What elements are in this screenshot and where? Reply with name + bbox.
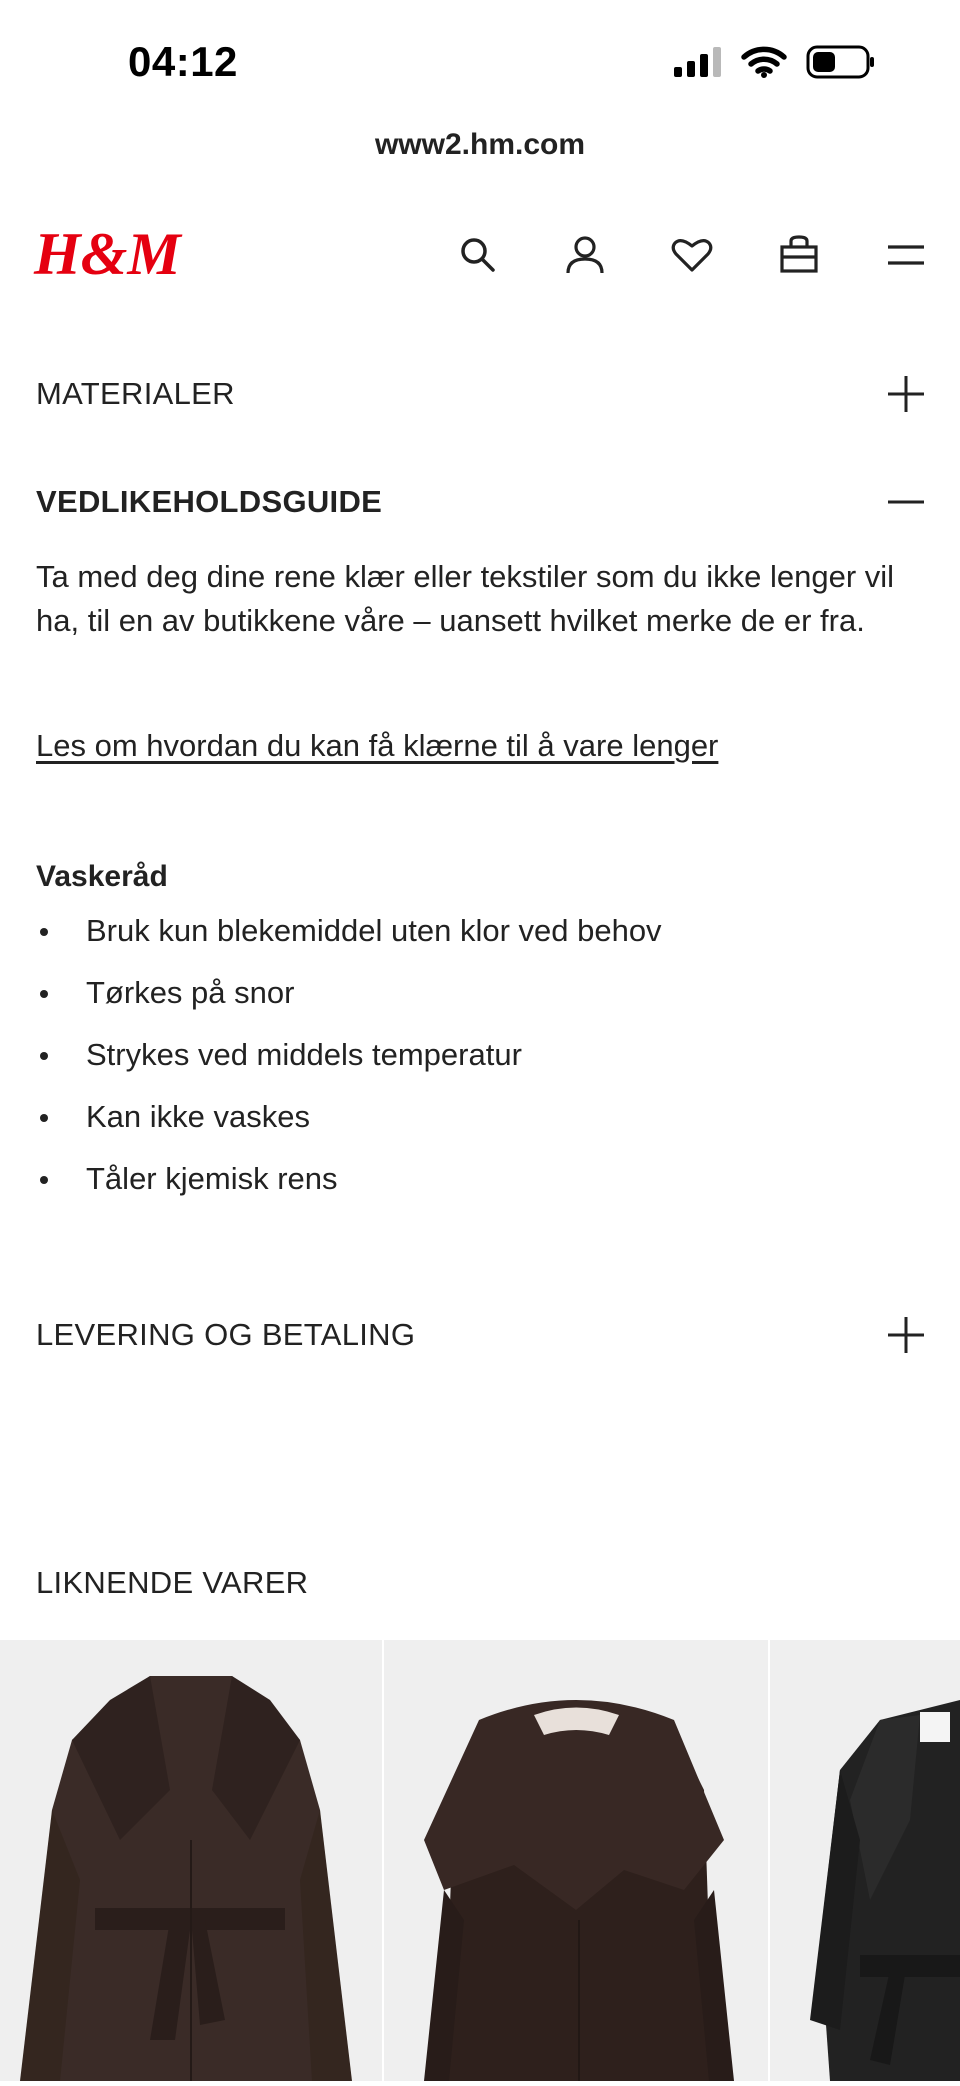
battery-icon: [806, 45, 876, 84]
accordion-materials[interactable]: [36, 364, 926, 424]
similar-products-carousel[interactable]: [0, 1640, 960, 2081]
hm-logo[interactable]: [34, 218, 181, 293]
wash-advice-heading: Vaskeråd: [36, 860, 168, 893]
signal-icon: [674, 47, 722, 82]
bullet-icon: [40, 928, 48, 936]
wash-advice-item: [36, 1024, 926, 1086]
accordion-delivery[interactable]: [36, 1305, 926, 1365]
accordion-care-guide-title: VEDLIKEHOLDSGUIDE: [36, 484, 383, 519]
status-bar: [0, 0, 960, 161]
wash-advice-item: [36, 1086, 926, 1148]
accordion-care-guide[interactable]: [36, 472, 926, 532]
bag-icon[interactable]: [774, 230, 824, 280]
plus-icon[interactable]: [886, 374, 926, 414]
wash-advice-item-text: Bruk kun blekemiddel uten klor ved behov: [86, 913, 662, 948]
product-card[interactable]: [384, 1640, 768, 2081]
minus-icon[interactable]: [886, 482, 926, 522]
search-icon[interactable]: [453, 230, 503, 280]
status-time: 04:12: [128, 38, 238, 85]
wash-advice-item-text: Kan ikke vaskes: [86, 1099, 310, 1134]
accordion-materials-title: MATERIALER: [36, 376, 235, 411]
wash-advice-list: [36, 900, 926, 1210]
bullet-icon: [40, 990, 48, 998]
logo-text: H&M: [34, 221, 181, 287]
care-guide-text: Ta med deg dine rene klær eller tekstiler som du ikke lenger vil ha, til en av butikkene våre – uansett hvilket merke de er fra.: [36, 559, 895, 638]
product-image-2: [384, 1640, 768, 2081]
bullet-icon: [40, 1052, 48, 1060]
wash-advice-item: [36, 900, 926, 962]
wash-advice-item: [36, 1148, 926, 1210]
bullet-icon: [40, 1114, 48, 1122]
wash-advice-item-text: Strykes ved middels temperatur: [86, 1037, 522, 1072]
heart-icon[interactable]: [667, 230, 717, 280]
product-card[interactable]: [770, 1640, 960, 2081]
wash-advice-item: [36, 962, 926, 1024]
bullet-icon: [40, 1176, 48, 1184]
product-image-1: [0, 1640, 382, 2081]
status-icons: [674, 44, 876, 84]
menu-icon[interactable]: [881, 230, 931, 280]
product-image-3: [770, 1640, 960, 2081]
plus-icon[interactable]: [886, 1315, 926, 1355]
url-bar[interactable]: www2.hm.com: [374, 128, 586, 161]
accordion-delivery-title: LEVERING OG BETALING: [36, 1317, 416, 1352]
account-icon[interactable]: [560, 230, 610, 280]
wash-advice-item-text: Tåler kjemisk rens: [86, 1161, 338, 1196]
similar-products-title: LIKNENDE VARER: [36, 1565, 309, 1600]
wifi-icon: [742, 46, 786, 83]
wash-advice-item-text: Tørkes på snor: [86, 975, 295, 1010]
product-card[interactable]: [0, 1640, 382, 2081]
site-header: [0, 210, 960, 300]
care-guide-link[interactable]: Les om hvordan du kan få klærne til å vare lenger: [36, 728, 719, 763]
